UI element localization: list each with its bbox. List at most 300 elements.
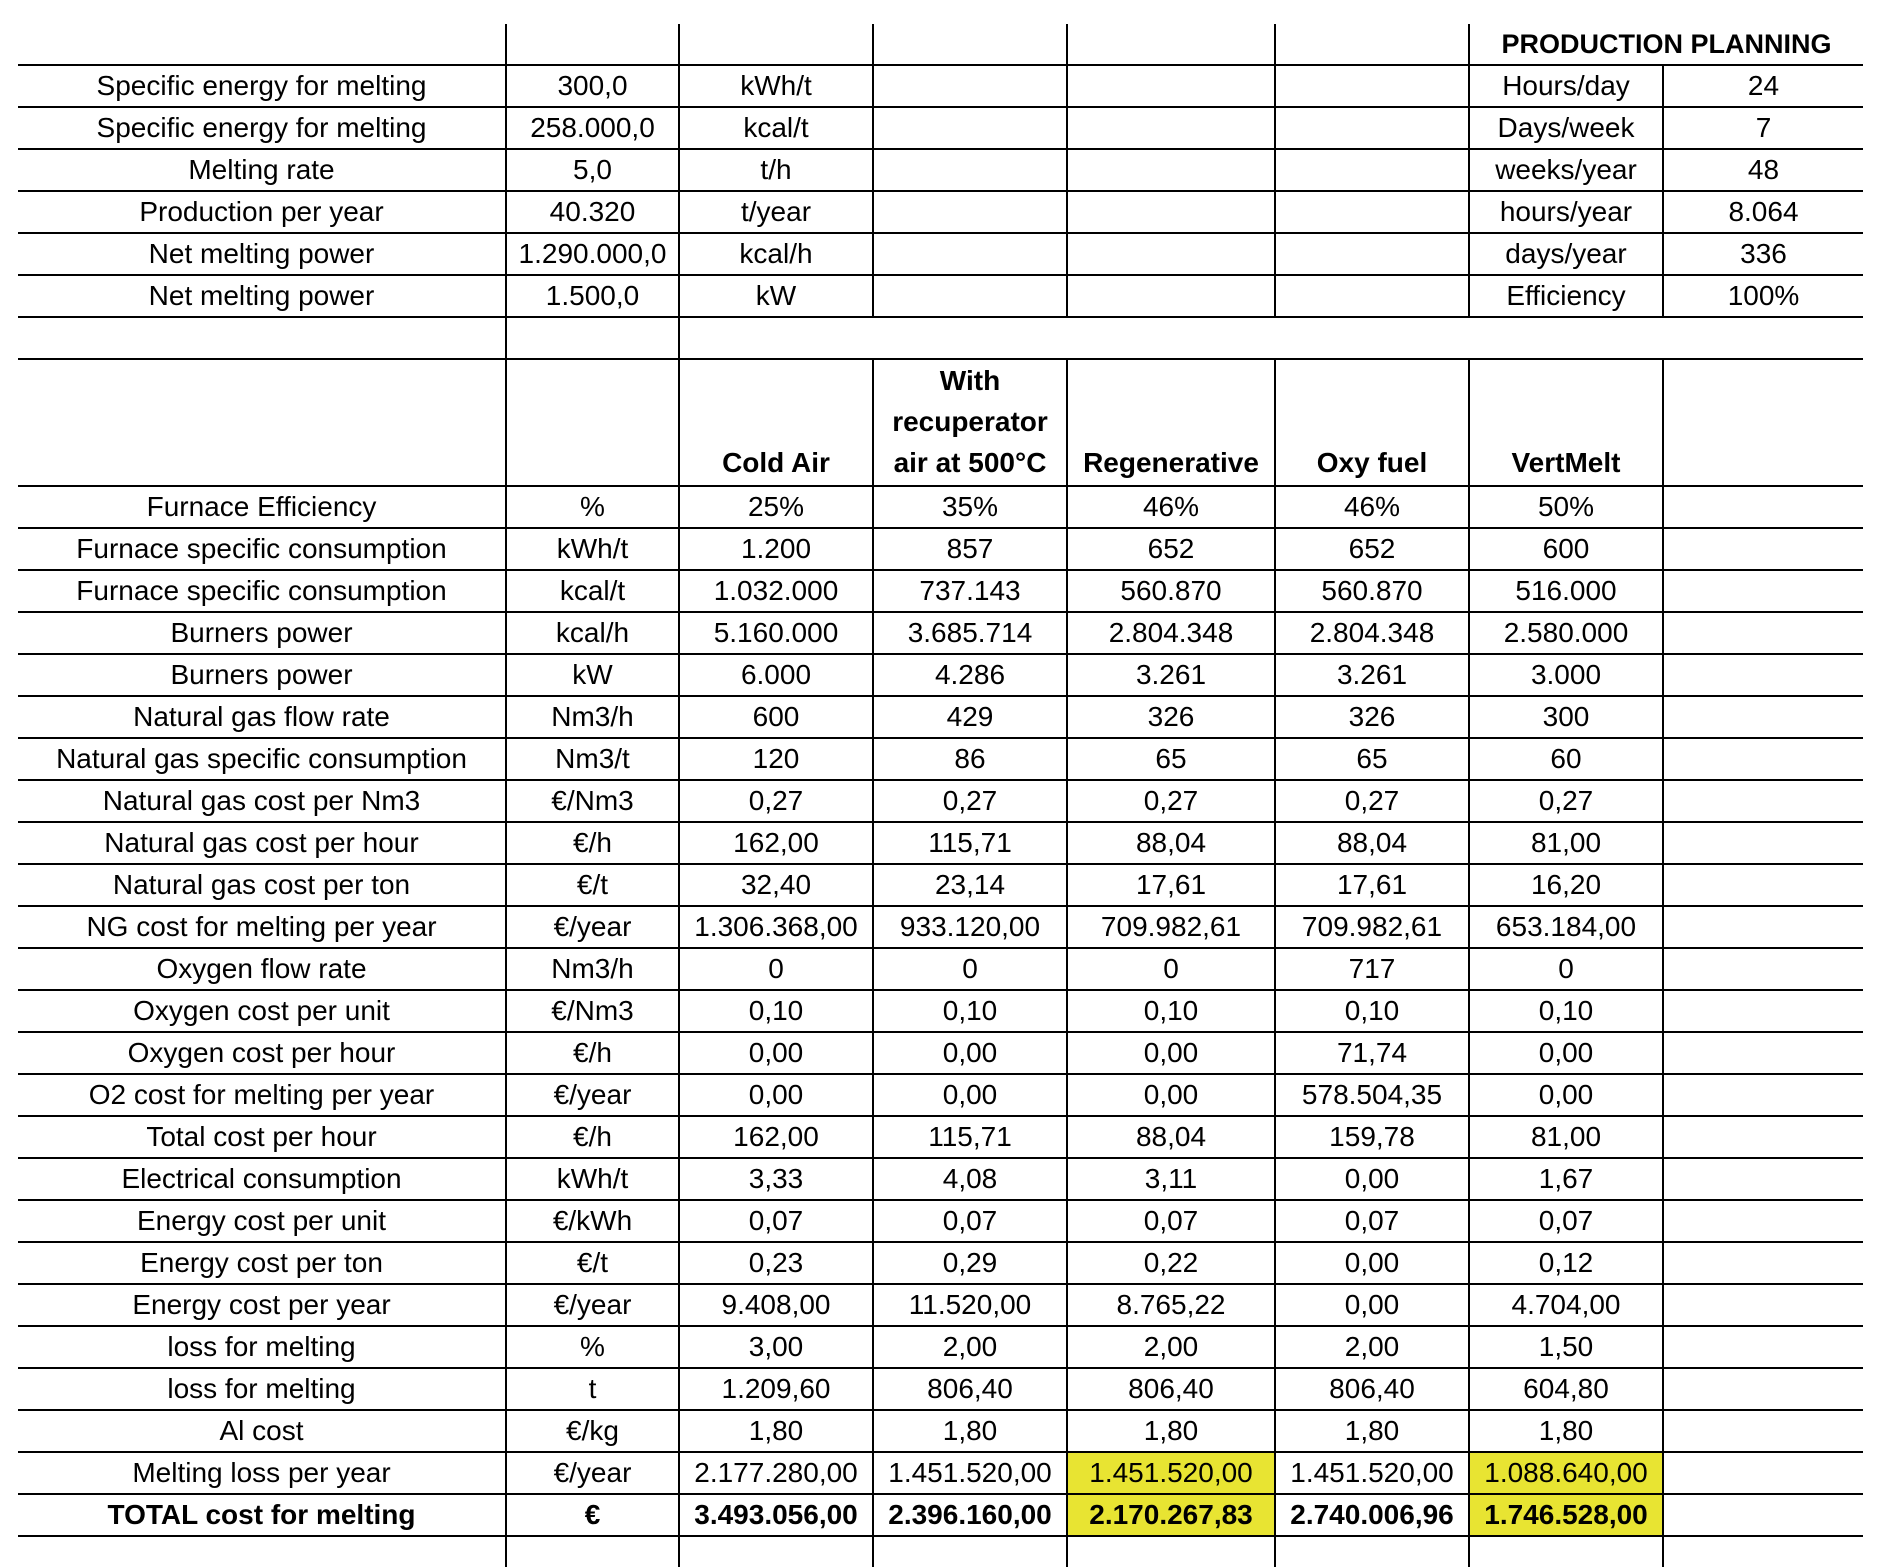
blank-cell xyxy=(1663,864,1863,906)
row-label: Natural gas specific consumption xyxy=(18,738,506,780)
row-label: Oxygen cost per hour xyxy=(18,1032,506,1074)
blank-cell xyxy=(1663,1536,1863,1567)
blank-cell xyxy=(1663,359,1863,486)
blank-cell xyxy=(1663,1494,1863,1536)
row-value: 0,00 xyxy=(679,1074,873,1116)
row-value: 0,10 xyxy=(1067,990,1275,1032)
blank-cell xyxy=(1067,317,1275,359)
row-unit: €/kg xyxy=(506,1410,679,1452)
row-value: 326 xyxy=(1067,696,1275,738)
row-unit: €/year xyxy=(506,1284,679,1326)
col-recuperator-line: With xyxy=(939,365,1001,396)
row-value: 9.408,00 xyxy=(679,1284,873,1326)
input-value: 40.320 xyxy=(506,191,679,233)
planning-value: 336 xyxy=(1663,233,1863,275)
row-value: 16,20 xyxy=(1469,864,1663,906)
row-label: Energy cost per unit xyxy=(18,1200,506,1242)
row-value: 0,00 xyxy=(1275,1284,1469,1326)
input-label: Specific energy for melting xyxy=(18,107,506,149)
row-unit: €/year xyxy=(506,906,679,948)
blank-cell xyxy=(1663,486,1863,528)
col-vertmelt: VertMelt xyxy=(1469,359,1663,486)
blank-cell xyxy=(18,317,506,359)
row-value: 3.685.714 xyxy=(873,612,1067,654)
row-value: 35% xyxy=(873,486,1067,528)
planning-value: 8.064 xyxy=(1663,191,1863,233)
row-label: Burners power xyxy=(18,654,506,696)
row-value: 0,10 xyxy=(1469,990,1663,1032)
input-label: Specific energy for melting xyxy=(18,65,506,107)
row-value: 300 xyxy=(1469,696,1663,738)
row-value: 23,14 xyxy=(873,864,1067,906)
row-value: 0,27 xyxy=(1067,780,1275,822)
row-label: Energy cost per ton xyxy=(18,1242,506,1284)
row-unit: Nm3/t xyxy=(506,738,679,780)
table-row xyxy=(18,612,1863,654)
row-value: 1.451.520,00 xyxy=(1275,1452,1469,1494)
blank-cell xyxy=(1663,1242,1863,1284)
blank-cell xyxy=(506,24,679,65)
row-label: O2 cost for melting per year xyxy=(18,1074,506,1116)
row-unit: kcal/h xyxy=(506,612,679,654)
row-label: Burners power xyxy=(18,612,506,654)
input-value: 1.500,0 xyxy=(506,275,679,317)
blank-cell xyxy=(506,359,679,486)
row-value: 1,80 xyxy=(1469,1410,1663,1452)
input-row xyxy=(18,275,1863,317)
row-unit: €/year xyxy=(506,1452,679,1494)
row-unit: Nm3/h xyxy=(506,696,679,738)
blank-cell xyxy=(1663,1452,1863,1494)
row-value: 65 xyxy=(1067,738,1275,780)
row-value: 2.804.348 xyxy=(1275,612,1469,654)
table-row xyxy=(18,1158,1863,1200)
row-unit: kWh/t xyxy=(506,528,679,570)
blank-cell xyxy=(1067,233,1275,275)
blank-cell xyxy=(1663,654,1863,696)
row-value: 1.746.528,00 xyxy=(1469,1494,1663,1536)
row-value: 115,71 xyxy=(873,1116,1067,1158)
row-label: Total cost per hour xyxy=(18,1116,506,1158)
row-value: 3.261 xyxy=(1275,654,1469,696)
row-value: 0 xyxy=(1067,948,1275,990)
blank-cell xyxy=(1275,65,1469,107)
table-row xyxy=(18,948,1863,990)
planning-label: Days/week xyxy=(1469,107,1663,149)
row-value: 4,08 xyxy=(873,1158,1067,1200)
row-label: Electrical consumption xyxy=(18,1158,506,1200)
input-row xyxy=(18,191,1863,233)
row-value: 162,00 xyxy=(679,1116,873,1158)
row-value: 0,27 xyxy=(873,780,1067,822)
blank-cell xyxy=(1275,107,1469,149)
blank-cell xyxy=(873,149,1067,191)
row-unit: kW xyxy=(506,654,679,696)
row-value: 429 xyxy=(873,696,1067,738)
row-value: 0,23 xyxy=(679,1242,873,1284)
row-value: 560.870 xyxy=(1275,570,1469,612)
row-unit: €/t xyxy=(506,864,679,906)
row-unit: kcal/t xyxy=(506,570,679,612)
blank-cell xyxy=(873,65,1067,107)
row-value: 86 xyxy=(873,738,1067,780)
input-value: 5,0 xyxy=(506,149,679,191)
blank-cell xyxy=(679,1536,873,1567)
row-value: 0,00 xyxy=(679,1032,873,1074)
input-unit: kcal/h xyxy=(679,233,873,275)
row-unit: €/h xyxy=(506,1116,679,1158)
blank-cell xyxy=(1663,738,1863,780)
blank-cell xyxy=(1663,1116,1863,1158)
row-label: Natural gas cost per Nm3 xyxy=(18,780,506,822)
row-value: 560.870 xyxy=(1067,570,1275,612)
blank-cell xyxy=(1275,24,1469,65)
row-label: loss for melting xyxy=(18,1368,506,1410)
row-unit: €/Nm3 xyxy=(506,990,679,1032)
row-value: 709.982,61 xyxy=(1275,906,1469,948)
column-header-row xyxy=(18,359,1863,486)
row-value: 0,00 xyxy=(1469,1074,1663,1116)
row-label: loss for melting xyxy=(18,1326,506,1368)
planning-label: hours/year xyxy=(1469,191,1663,233)
row-value: 1,80 xyxy=(679,1410,873,1452)
row-value: 0,00 xyxy=(873,1032,1067,1074)
row-unit: €/t xyxy=(506,1242,679,1284)
planning-value: 7 xyxy=(1663,107,1863,149)
blank-cell xyxy=(1663,1410,1863,1452)
row-unit: €/kWh xyxy=(506,1200,679,1242)
tail-row xyxy=(18,1536,1863,1567)
planning-value: 24 xyxy=(1663,65,1863,107)
row-value: 0,27 xyxy=(1469,780,1663,822)
row-label: NG cost for melting per year xyxy=(18,906,506,948)
blank-cell xyxy=(1469,317,1663,359)
input-row xyxy=(18,233,1863,275)
row-value: 652 xyxy=(1275,528,1469,570)
input-unit: kcal/t xyxy=(679,107,873,149)
planning-label: weeks/year xyxy=(1469,149,1663,191)
table-row xyxy=(18,570,1863,612)
row-label: Natural gas cost per ton xyxy=(18,864,506,906)
row-value: 1,80 xyxy=(1067,1410,1275,1452)
planning-label: Hours/day xyxy=(1469,65,1663,107)
row-value: 2,00 xyxy=(1067,1326,1275,1368)
row-value: 604,80 xyxy=(1469,1368,1663,1410)
row-value: 516.000 xyxy=(1469,570,1663,612)
spacer-row xyxy=(18,317,1863,359)
row-value: 0,12 xyxy=(1469,1242,1663,1284)
blank-cell xyxy=(873,107,1067,149)
blank-cell xyxy=(1275,149,1469,191)
input-label: Production per year xyxy=(18,191,506,233)
row-value: 2.804.348 xyxy=(1067,612,1275,654)
blank-cell xyxy=(1663,948,1863,990)
input-row xyxy=(18,107,1863,149)
row-value: 652 xyxy=(1067,528,1275,570)
input-label: Net melting power xyxy=(18,233,506,275)
row-label: Oxygen cost per unit xyxy=(18,990,506,1032)
blank-cell xyxy=(1663,1368,1863,1410)
col-cold-air: Cold Air xyxy=(679,359,873,486)
blank-cell xyxy=(1663,1326,1863,1368)
table-row xyxy=(18,486,1863,528)
row-value: 737.143 xyxy=(873,570,1067,612)
row-value: 2,00 xyxy=(1275,1326,1469,1368)
row-value: 120 xyxy=(679,738,873,780)
blank-cell xyxy=(1663,317,1863,359)
col-regenerative: Regenerative xyxy=(1067,359,1275,486)
row-value: 1.088.640,00 xyxy=(1469,1452,1663,1494)
blank-cell xyxy=(1663,1200,1863,1242)
table-row xyxy=(18,1284,1863,1326)
table-row xyxy=(18,738,1863,780)
blank-cell xyxy=(506,1536,679,1567)
blank-cell xyxy=(18,24,506,65)
row-value: 0,27 xyxy=(1275,780,1469,822)
blank-cell xyxy=(873,233,1067,275)
input-unit: kW xyxy=(679,275,873,317)
row-value: 1,80 xyxy=(1275,1410,1469,1452)
row-value: 1.209,60 xyxy=(679,1368,873,1410)
blank-cell xyxy=(1663,1074,1863,1116)
table-row xyxy=(18,780,1863,822)
table-row xyxy=(18,1116,1863,1158)
row-value: 3,11 xyxy=(1067,1158,1275,1200)
row-value: 88,04 xyxy=(1067,1116,1275,1158)
planning-value: 100% xyxy=(1663,275,1863,317)
row-value: 0,07 xyxy=(679,1200,873,1242)
row-unit: t xyxy=(506,1368,679,1410)
row-value: 1.200 xyxy=(679,528,873,570)
row-value: 0,07 xyxy=(1469,1200,1663,1242)
row-value: 81,00 xyxy=(1469,1116,1663,1158)
row-value: 0,10 xyxy=(873,990,1067,1032)
row-value: 32,40 xyxy=(679,864,873,906)
row-unit: % xyxy=(506,1326,679,1368)
table-row xyxy=(18,990,1863,1032)
row-value: 4.286 xyxy=(873,654,1067,696)
row-value: 2.396.160,00 xyxy=(873,1494,1067,1536)
row-label: Al cost xyxy=(18,1410,506,1452)
cost-comparison-sheet xyxy=(18,24,1863,1567)
blank-cell xyxy=(873,24,1067,65)
row-value: 1,80 xyxy=(873,1410,1067,1452)
table-row xyxy=(18,528,1863,570)
input-label: Melting rate xyxy=(18,149,506,191)
blank-cell xyxy=(1663,822,1863,864)
row-unit: €/h xyxy=(506,1032,679,1074)
row-value: 17,61 xyxy=(1067,864,1275,906)
blank-cell xyxy=(1469,1536,1663,1567)
row-value: 600 xyxy=(679,696,873,738)
row-value: 6.000 xyxy=(679,654,873,696)
blank-cell xyxy=(1663,528,1863,570)
blank-cell xyxy=(1275,233,1469,275)
row-unit: €/Nm3 xyxy=(506,780,679,822)
row-label: Oxygen flow rate xyxy=(18,948,506,990)
row-value: 2.740.006,96 xyxy=(1275,1494,1469,1536)
row-value: 11.520,00 xyxy=(873,1284,1067,1326)
row-value: 0,00 xyxy=(873,1074,1067,1116)
table-row xyxy=(18,906,1863,948)
input-value: 300,0 xyxy=(506,65,679,107)
input-value: 258.000,0 xyxy=(506,107,679,149)
row-value: 0,00 xyxy=(1067,1032,1275,1074)
blank-cell xyxy=(1067,24,1275,65)
row-value: 4.704,00 xyxy=(1469,1284,1663,1326)
row-value: 3,33 xyxy=(679,1158,873,1200)
row-unit: kWh/t xyxy=(506,1158,679,1200)
blank-cell xyxy=(1663,780,1863,822)
blank-cell xyxy=(1663,696,1863,738)
row-value: 0,00 xyxy=(1469,1032,1663,1074)
row-value: 3.261 xyxy=(1067,654,1275,696)
row-label: Melting loss per year xyxy=(18,1452,506,1494)
row-value: 0,10 xyxy=(679,990,873,1032)
row-value: 0,00 xyxy=(1275,1242,1469,1284)
row-value: 0,22 xyxy=(1067,1242,1275,1284)
table-row xyxy=(18,1032,1863,1074)
input-label: Net melting power xyxy=(18,275,506,317)
blank-cell xyxy=(873,275,1067,317)
blank-cell xyxy=(1663,612,1863,654)
table-row xyxy=(18,1200,1863,1242)
row-value: 717 xyxy=(1275,948,1469,990)
planning-label: Efficiency xyxy=(1469,275,1663,317)
blank-cell xyxy=(873,1536,1067,1567)
blank-cell xyxy=(1067,65,1275,107)
blank-cell xyxy=(873,317,1067,359)
table-row xyxy=(18,1452,1863,1494)
row-value: 162,00 xyxy=(679,822,873,864)
row-value: 0,00 xyxy=(1067,1074,1275,1116)
table-row xyxy=(18,1368,1863,1410)
table-row xyxy=(18,696,1863,738)
row-label: Furnace specific consumption xyxy=(18,570,506,612)
row-unit: % xyxy=(506,486,679,528)
table-row xyxy=(18,864,1863,906)
blank-cell xyxy=(18,359,506,486)
row-value: 0,07 xyxy=(1275,1200,1469,1242)
row-value: 0,07 xyxy=(1067,1200,1275,1242)
blank-cell xyxy=(1067,1536,1275,1567)
col-recuperator-line: air at 500°C xyxy=(893,447,1047,478)
blank-cell xyxy=(1067,107,1275,149)
row-value: 2.177.280,00 xyxy=(679,1452,873,1494)
row-value: 1.306.368,00 xyxy=(679,906,873,948)
row-value: 806,40 xyxy=(1067,1368,1275,1410)
blank-cell xyxy=(1663,906,1863,948)
blank-cell xyxy=(1275,191,1469,233)
row-value: 2.170.267,83 xyxy=(1067,1494,1275,1536)
row-value: 709.982,61 xyxy=(1067,906,1275,948)
blank-cell xyxy=(1275,1536,1469,1567)
row-value: 1.451.520,00 xyxy=(873,1452,1067,1494)
row-value: 933.120,00 xyxy=(873,906,1067,948)
row-value: 88,04 xyxy=(1275,822,1469,864)
row-unit: € xyxy=(506,1494,679,1536)
row-value: 3.493.056,00 xyxy=(679,1494,873,1536)
row-value: 806,40 xyxy=(1275,1368,1469,1410)
table-row xyxy=(18,822,1863,864)
input-unit: t/year xyxy=(679,191,873,233)
row-value: 2.580.000 xyxy=(1469,612,1663,654)
total-row xyxy=(18,1494,1863,1536)
col-oxy-fuel: Oxy fuel xyxy=(1275,359,1469,486)
row-value: 0,00 xyxy=(1275,1158,1469,1200)
blank-cell xyxy=(1663,570,1863,612)
blank-cell xyxy=(1663,1284,1863,1326)
input-row xyxy=(18,149,1863,191)
blank-cell xyxy=(1067,275,1275,317)
row-value: 806,40 xyxy=(873,1368,1067,1410)
row-value: 60 xyxy=(1469,738,1663,780)
row-value: 46% xyxy=(1275,486,1469,528)
planning-title: PRODUCTION PLANNING xyxy=(1469,24,1863,65)
row-unit: Nm3/h xyxy=(506,948,679,990)
table-row xyxy=(18,1326,1863,1368)
row-label: Furnace Efficiency xyxy=(18,486,506,528)
blank-cell xyxy=(1663,1158,1863,1200)
blank-cell xyxy=(873,191,1067,233)
row-value: 600 xyxy=(1469,528,1663,570)
row-value: 81,00 xyxy=(1469,822,1663,864)
blank-cell xyxy=(1067,149,1275,191)
input-unit: t/h xyxy=(679,149,873,191)
col-recuperator xyxy=(873,359,1067,486)
row-value: 159,78 xyxy=(1275,1116,1469,1158)
row-label: Natural gas flow rate xyxy=(18,696,506,738)
row-value: 46% xyxy=(1067,486,1275,528)
row-value: 0,10 xyxy=(1275,990,1469,1032)
table-row xyxy=(18,1242,1863,1284)
row-value: 50% xyxy=(1469,486,1663,528)
row-value: 0,29 xyxy=(873,1242,1067,1284)
row-value: 115,71 xyxy=(873,822,1067,864)
row-value: 3,00 xyxy=(679,1326,873,1368)
row-value: 0 xyxy=(1469,948,1663,990)
row-value: 578.504,35 xyxy=(1275,1074,1469,1116)
planning-value: 48 xyxy=(1663,149,1863,191)
blank-cell xyxy=(1275,275,1469,317)
input-row xyxy=(18,65,1863,107)
row-value: 653.184,00 xyxy=(1469,906,1663,948)
row-value: 857 xyxy=(873,528,1067,570)
row-label: Furnace specific consumption xyxy=(18,528,506,570)
row-value: 0,07 xyxy=(873,1200,1067,1242)
blank-cell xyxy=(679,24,873,65)
row-value: 5.160.000 xyxy=(679,612,873,654)
row-value: 3.000 xyxy=(1469,654,1663,696)
blank-cell xyxy=(1275,317,1469,359)
input-value: 1.290.000,0 xyxy=(506,233,679,275)
blank-cell xyxy=(18,1536,506,1567)
row-value: 1.032.000 xyxy=(679,570,873,612)
planning-title-row xyxy=(18,24,1863,65)
blank-cell xyxy=(1067,191,1275,233)
table-row xyxy=(18,1410,1863,1452)
planning-label: days/year xyxy=(1469,233,1663,275)
table-row xyxy=(18,1074,1863,1116)
row-value: 1,50 xyxy=(1469,1326,1663,1368)
row-value: 8.765,22 xyxy=(1067,1284,1275,1326)
row-value: 326 xyxy=(1275,696,1469,738)
table-row xyxy=(18,654,1863,696)
row-label: TOTAL cost for melting xyxy=(18,1494,506,1536)
row-unit: €/year xyxy=(506,1074,679,1116)
blank-cell xyxy=(1663,990,1863,1032)
row-value: 65 xyxy=(1275,738,1469,780)
